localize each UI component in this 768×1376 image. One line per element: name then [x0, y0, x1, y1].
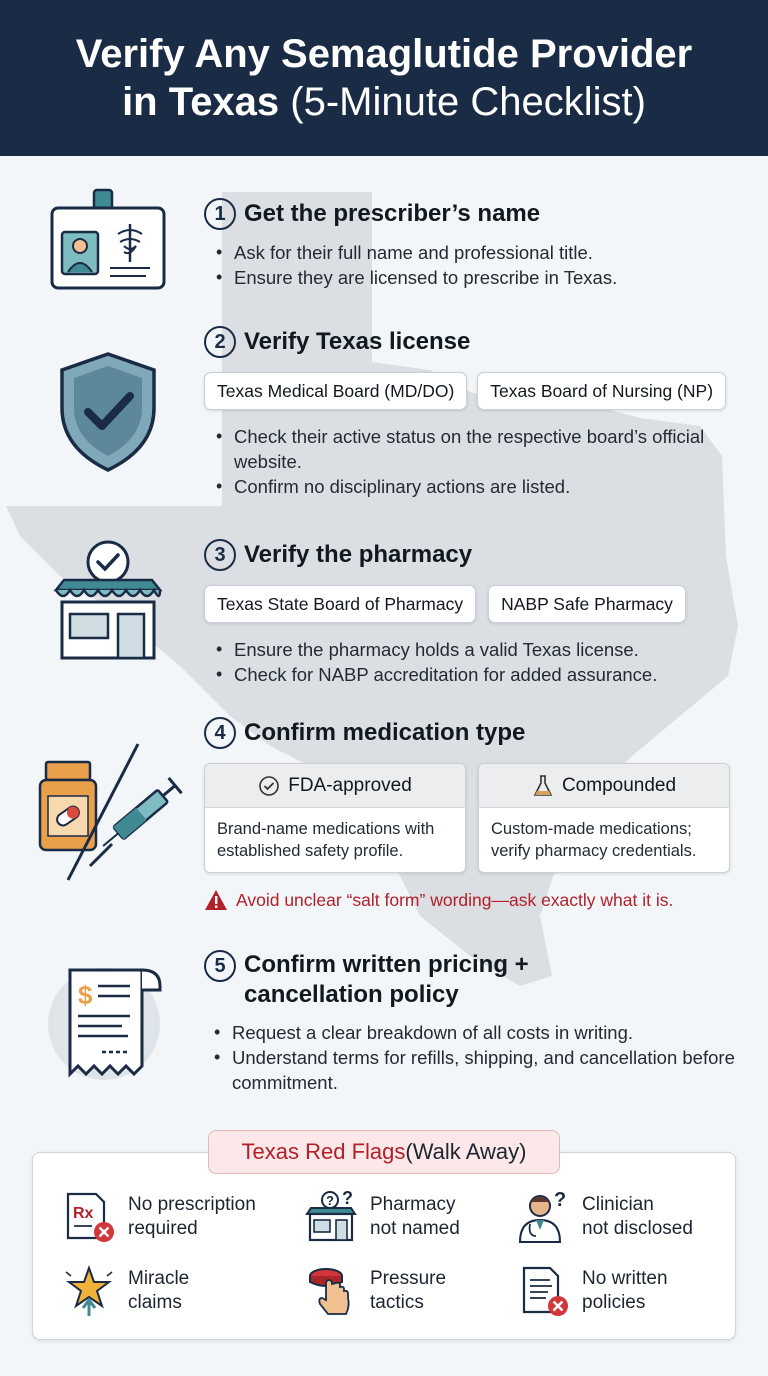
bullet: • Ensure they are licensed to prescribe in Texas. [216, 265, 748, 290]
step-4-title-text: Confirm medication type [244, 719, 526, 746]
flag-text: required [128, 1218, 198, 1239]
card-fda-approved-body: Brand-name medications with established safety profile. [217, 820, 435, 860]
flask-icon [532, 774, 554, 798]
flag-text: Clinician [582, 1194, 654, 1215]
bullet: • Check their active status on the respective board’s official website. [216, 424, 748, 474]
step-3-title [204, 539, 748, 571]
step-4 [204, 717, 748, 911]
card-compounded-title: Compounded [561, 774, 677, 796]
flag-text: tactics [370, 1292, 424, 1313]
step-5-title-line2: cancellation policy [244, 981, 459, 1008]
step-2-title-text: Verify Texas license [244, 328, 471, 355]
step-3-number: 3 [204, 539, 236, 571]
flag-text: Miracle [128, 1268, 190, 1289]
step-1-title [204, 198, 748, 230]
page-title-line2 [122, 78, 646, 126]
chip-nabp-safe-pharmacy[interactable]: NABP Safe Pharmacy [488, 585, 686, 623]
step-5-number: 5 [204, 950, 236, 982]
medication-type-cards [204, 763, 748, 873]
chip-texas-medical-board[interactable]: Texas Medical Board (MD/DO) [204, 372, 467, 410]
star-burst-icon [62, 1264, 116, 1318]
chip-texas-state-board-of-pharmacy[interactable]: Texas State Board of Pharmacy [204, 585, 476, 623]
page-header [0, 0, 768, 156]
hand-press-button-icon [304, 1264, 358, 1318]
card-compounded-body: Custom-made medications; verify pharmacy credentials. [491, 820, 697, 860]
bullet: • Check for NABP accreditation for added assurance. [216, 662, 748, 687]
bullet: • Understand terms for refills, shipping, and cancellation before commitment. [214, 1045, 748, 1095]
doctor-question-icon [516, 1190, 570, 1244]
flag-text: policies [582, 1292, 646, 1313]
step-3-bullets [204, 637, 748, 687]
step-1-title-text: Get the prescriber’s name [244, 200, 541, 227]
red-flag-pressure-tactics [304, 1264, 524, 1318]
red-flag-no-prescription [62, 1190, 282, 1244]
svg-text:?: ? [326, 1193, 334, 1208]
id-badge-icon [48, 188, 168, 292]
receipt-icon [48, 960, 172, 1084]
red-flag-miracle-claims [62, 1264, 282, 1318]
flag-text: not disclosed [582, 1218, 693, 1239]
svg-text:?: ? [554, 1190, 567, 1211]
salt-form-warning [204, 889, 748, 911]
chip-texas-board-of-nursing[interactable]: Texas Board of Nursing (NP) [477, 372, 726, 410]
flag-text: Pressure [370, 1268, 447, 1289]
svg-text:$: $ [78, 980, 93, 1010]
step-5-title-line1: Confirm written pricing + [244, 951, 529, 978]
warning-text: Avoid unclear “salt form” wording—ask exactly what it is. [236, 889, 674, 910]
step-5-bullets [204, 1020, 748, 1095]
page-title-bold: in Texas [122, 80, 280, 124]
medication-bottle-syringe-icon [36, 740, 194, 882]
red-flags-title-rest: (Walk Away) [405, 1139, 527, 1164]
step-2-title [204, 326, 748, 358]
step-1 [204, 198, 748, 290]
step-4-title [204, 717, 748, 749]
svg-text:Rx: Rx [73, 1205, 94, 1222]
document-x-icon [516, 1264, 570, 1318]
flag-text: No prescription [128, 1194, 256, 1215]
red-flags-title-red: Texas Red Flags [241, 1139, 406, 1164]
flag-text: No written [582, 1268, 668, 1289]
pharmacy-storefront-icon [50, 540, 166, 662]
card-fda-approved-title: FDA-approved [288, 774, 412, 796]
step-2-bullets [204, 424, 748, 499]
page-title-rest: (5-Minute Checklist) [279, 80, 646, 124]
step-2-number: 2 [204, 326, 236, 358]
bullet: • Request a clear breakdown of all costs in writing. [214, 1020, 748, 1045]
step-3-title-text: Verify the pharmacy [244, 541, 473, 568]
svg-text:?: ? [342, 1190, 353, 1208]
flag-text: claims [128, 1292, 182, 1313]
card-compounded [478, 763, 730, 873]
step-3-chips [204, 585, 748, 623]
check-circle-icon [258, 775, 280, 797]
step-2-chips [204, 372, 748, 410]
bullet: • Ensure the pharmacy holds a valid Texas license. [216, 637, 748, 662]
step-1-number: 1 [204, 198, 236, 230]
flag-text: Pharmacy [370, 1194, 456, 1215]
step-1-bullets [204, 240, 748, 290]
card-fda-approved [204, 763, 466, 873]
bullet: • Confirm no disciplinary actions are listed. [216, 474, 748, 499]
red-flag-no-written-policies [516, 1264, 736, 1318]
shield-check-icon [56, 350, 160, 474]
step-3 [204, 539, 748, 687]
prescription-x-icon [62, 1190, 116, 1244]
step-2 [204, 326, 748, 499]
page-title-line1: Verify Any Semaglutide Provider [75, 32, 693, 76]
storefront-question-icon [304, 1190, 358, 1244]
flag-text: not named [370, 1218, 460, 1239]
warning-triangle-icon [204, 889, 228, 911]
red-flags-title [208, 1130, 560, 1174]
bullet: • Ask for their full name and professional title. [216, 240, 748, 265]
red-flag-clinician-not-disclosed [516, 1190, 736, 1244]
step-5-title [204, 950, 748, 1010]
step-4-number: 4 [204, 717, 236, 749]
step-5 [204, 950, 748, 1095]
red-flag-pharmacy-not-named [304, 1190, 524, 1244]
